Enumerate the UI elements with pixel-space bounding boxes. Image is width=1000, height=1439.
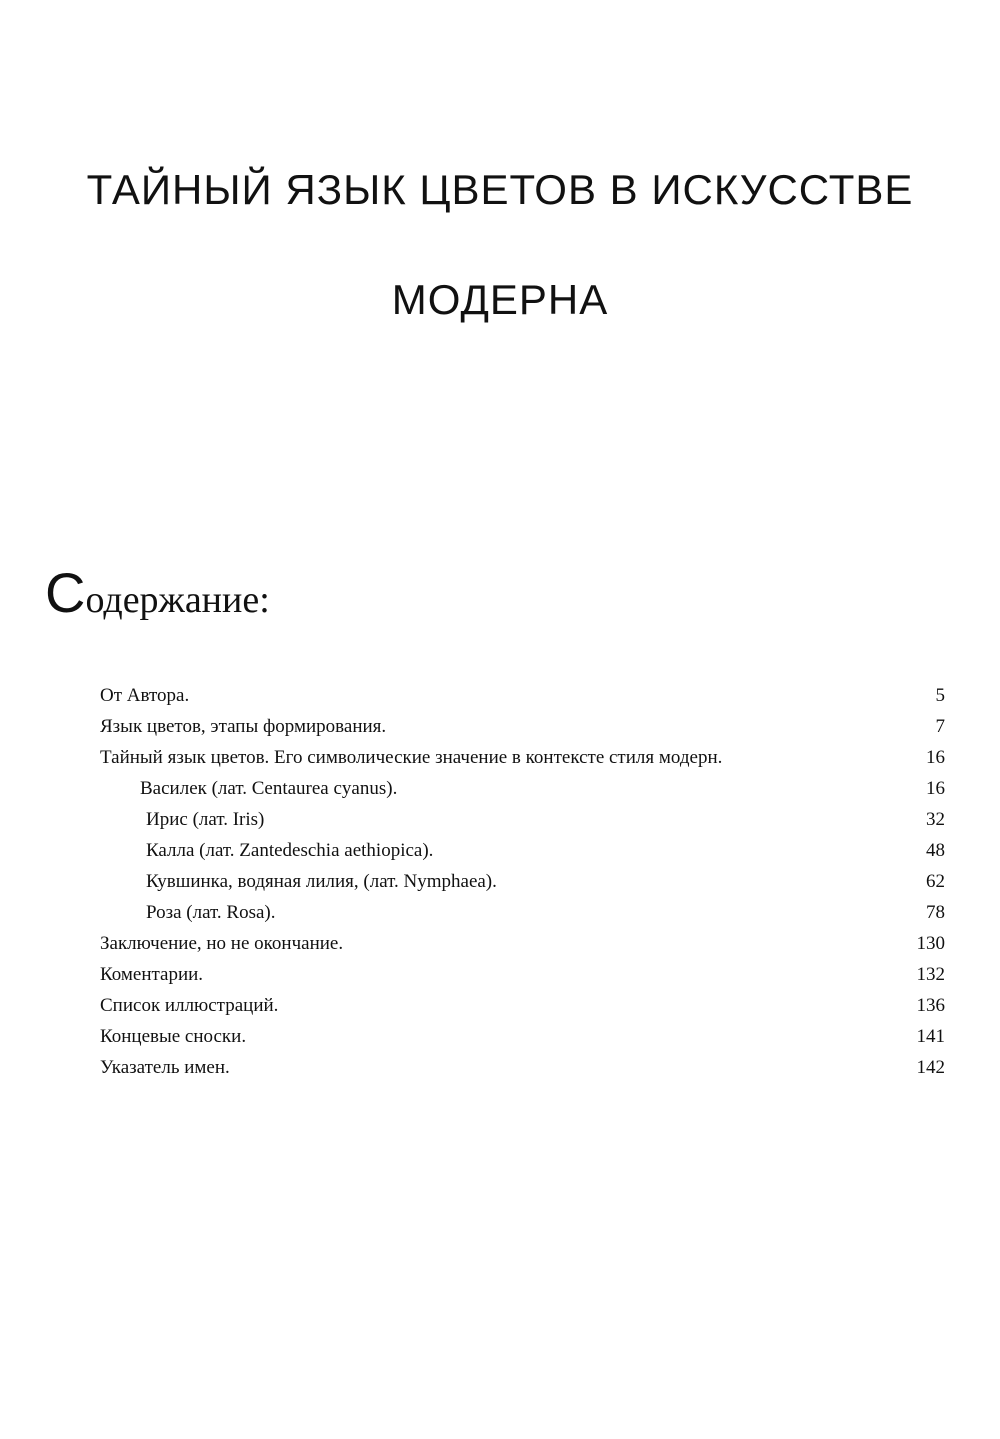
toc-entry-label: Калла (лат. Zantedeschia aethiopica). [146,839,434,861]
toc-entry-label: Тайный язык цветов. Его символические значение в контексте стиля модерн. [100,746,723,768]
toc-entry [100,1021,945,1052]
toc-entry-page: 62 [926,870,945,892]
toc-entry [100,742,945,773]
toc-entry-label: От Автора. [100,684,190,706]
page-title-line-1: ТАЙНЫЙ ЯЗЫК ЦВЕТОВ В ИСКУССТВЕ [86,166,914,213]
table-of-contents [100,680,945,1083]
toc-entry-label: Концевые сноски. [100,1025,247,1047]
toc-entry-page: 16 [926,746,945,768]
toc-heading-rest: одержание: [85,579,270,621]
toc-entry-page: 7 [935,715,945,737]
toc-entry-label: Роза (лат. Rosa). [146,901,276,923]
toc-entry [100,773,945,804]
toc-entry [100,928,945,959]
toc-entry [100,866,945,897]
toc-entry-label: Кувшинка, водяная лилия, (лат. Nymphaea). [146,870,497,892]
toc-entry [100,959,945,990]
page-title-line-2: МОДЕРНА [391,276,609,323]
toc-entry-label: Указатель имен. [100,1056,230,1078]
toc-entry-page: 136 [916,994,945,1016]
toc-heading [45,560,270,625]
toc-entry [100,804,945,835]
toc-entry-label: Заключение, но не окончание. [100,932,344,954]
toc-entry-page: 132 [916,963,945,985]
toc-entry-label: Список иллюстраций. [100,994,279,1016]
toc-entry [100,680,945,711]
toc-entry-label: Ирис (лат. Iris) [146,808,265,830]
toc-entry-page: 48 [926,839,945,861]
toc-entry [100,1052,945,1083]
toc-entry-page: 5 [935,684,945,706]
toc-entry [100,897,945,928]
toc-entry-page: 78 [926,901,945,923]
toc-entry-page: 130 [916,932,945,954]
toc-entry [100,990,945,1021]
toc-entry-page: 142 [916,1056,945,1078]
toc-entry [100,835,945,866]
toc-entry [100,711,945,742]
toc-entry-page: 32 [926,808,945,830]
toc-entry-label: Василек (лат. Centaurea cyanus). [140,777,398,799]
toc-entry-label: Коментарии. [100,963,204,985]
toc-entry-page: 141 [916,1025,945,1047]
toc-heading-initial: С [45,561,86,624]
toc-entry-page: 16 [926,777,945,799]
toc-entry-label: Язык цветов, этапы формирования. [100,715,387,737]
